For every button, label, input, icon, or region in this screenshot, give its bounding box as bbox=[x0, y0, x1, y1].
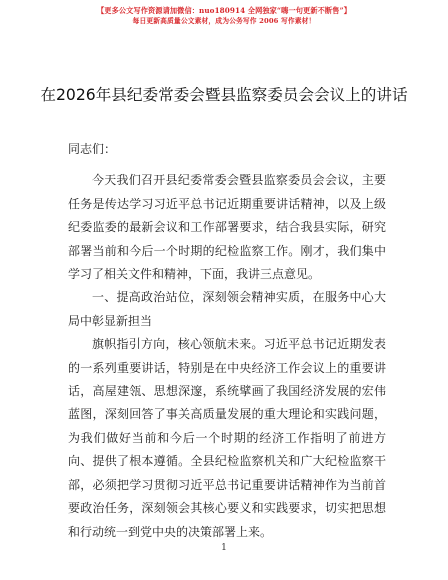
paragraph-body-1: 旗帜指引方向，核心领航未来。习近平总书记近期发表的一系列重要讲话，特别是在中央经济工作会议上的重要讲话，高屋建瓴、思想深邃，系统擘画了我国经济发展的宏伟蓝图，深刻回答了事关高质量发展的重大理论和实践问题，为我们做好当前和今后一个时期的经济工作指明了前进方向、提供了根本遵循。全县纪检监察机关和广大纪检监察干部，必须把学习贯彻习近平总书记重要讲话精神作为当前首要政治任务，深刻领会其核心要义和实践要求，切实把思想和行动统一到党中央的决策部署上来。 bbox=[68, 337, 386, 539]
promo-banner bbox=[0, 6, 448, 26]
salutation: 同志们： bbox=[68, 142, 117, 156]
banner-line-2: 每日更新高质量公文素材，成为公务写作 2006 写作素材！ bbox=[132, 17, 316, 25]
document-title: 在2026年县纪委常委会暨县监察委员会会议上的讲话 bbox=[40, 86, 408, 104]
paragraph-intro: 今天我们召开县纪委常委会暨县监察委员会会议，主要任务是传达学习习近平总书记近期重要讲话精神，以及上级纪委监委的最新会议和工作部署要求，结合我县实际，研究部署当前和今后一个时期的纪检监察工作。刚才，我们集中学习了相关文件和精神，下面，我讲三点意见。 bbox=[68, 173, 386, 282]
document-body bbox=[68, 138, 386, 544]
banner-line-1: 【更多公文写作资源请加微信：nuo180914 全网独家“嗨一句更新不断售”】 bbox=[97, 6, 351, 15]
section-heading-1: 一、提高政治站位，深刻领会精神实质，在服务中心大局中彰显新担当 bbox=[68, 290, 386, 328]
page-number: 1 bbox=[221, 543, 227, 553]
